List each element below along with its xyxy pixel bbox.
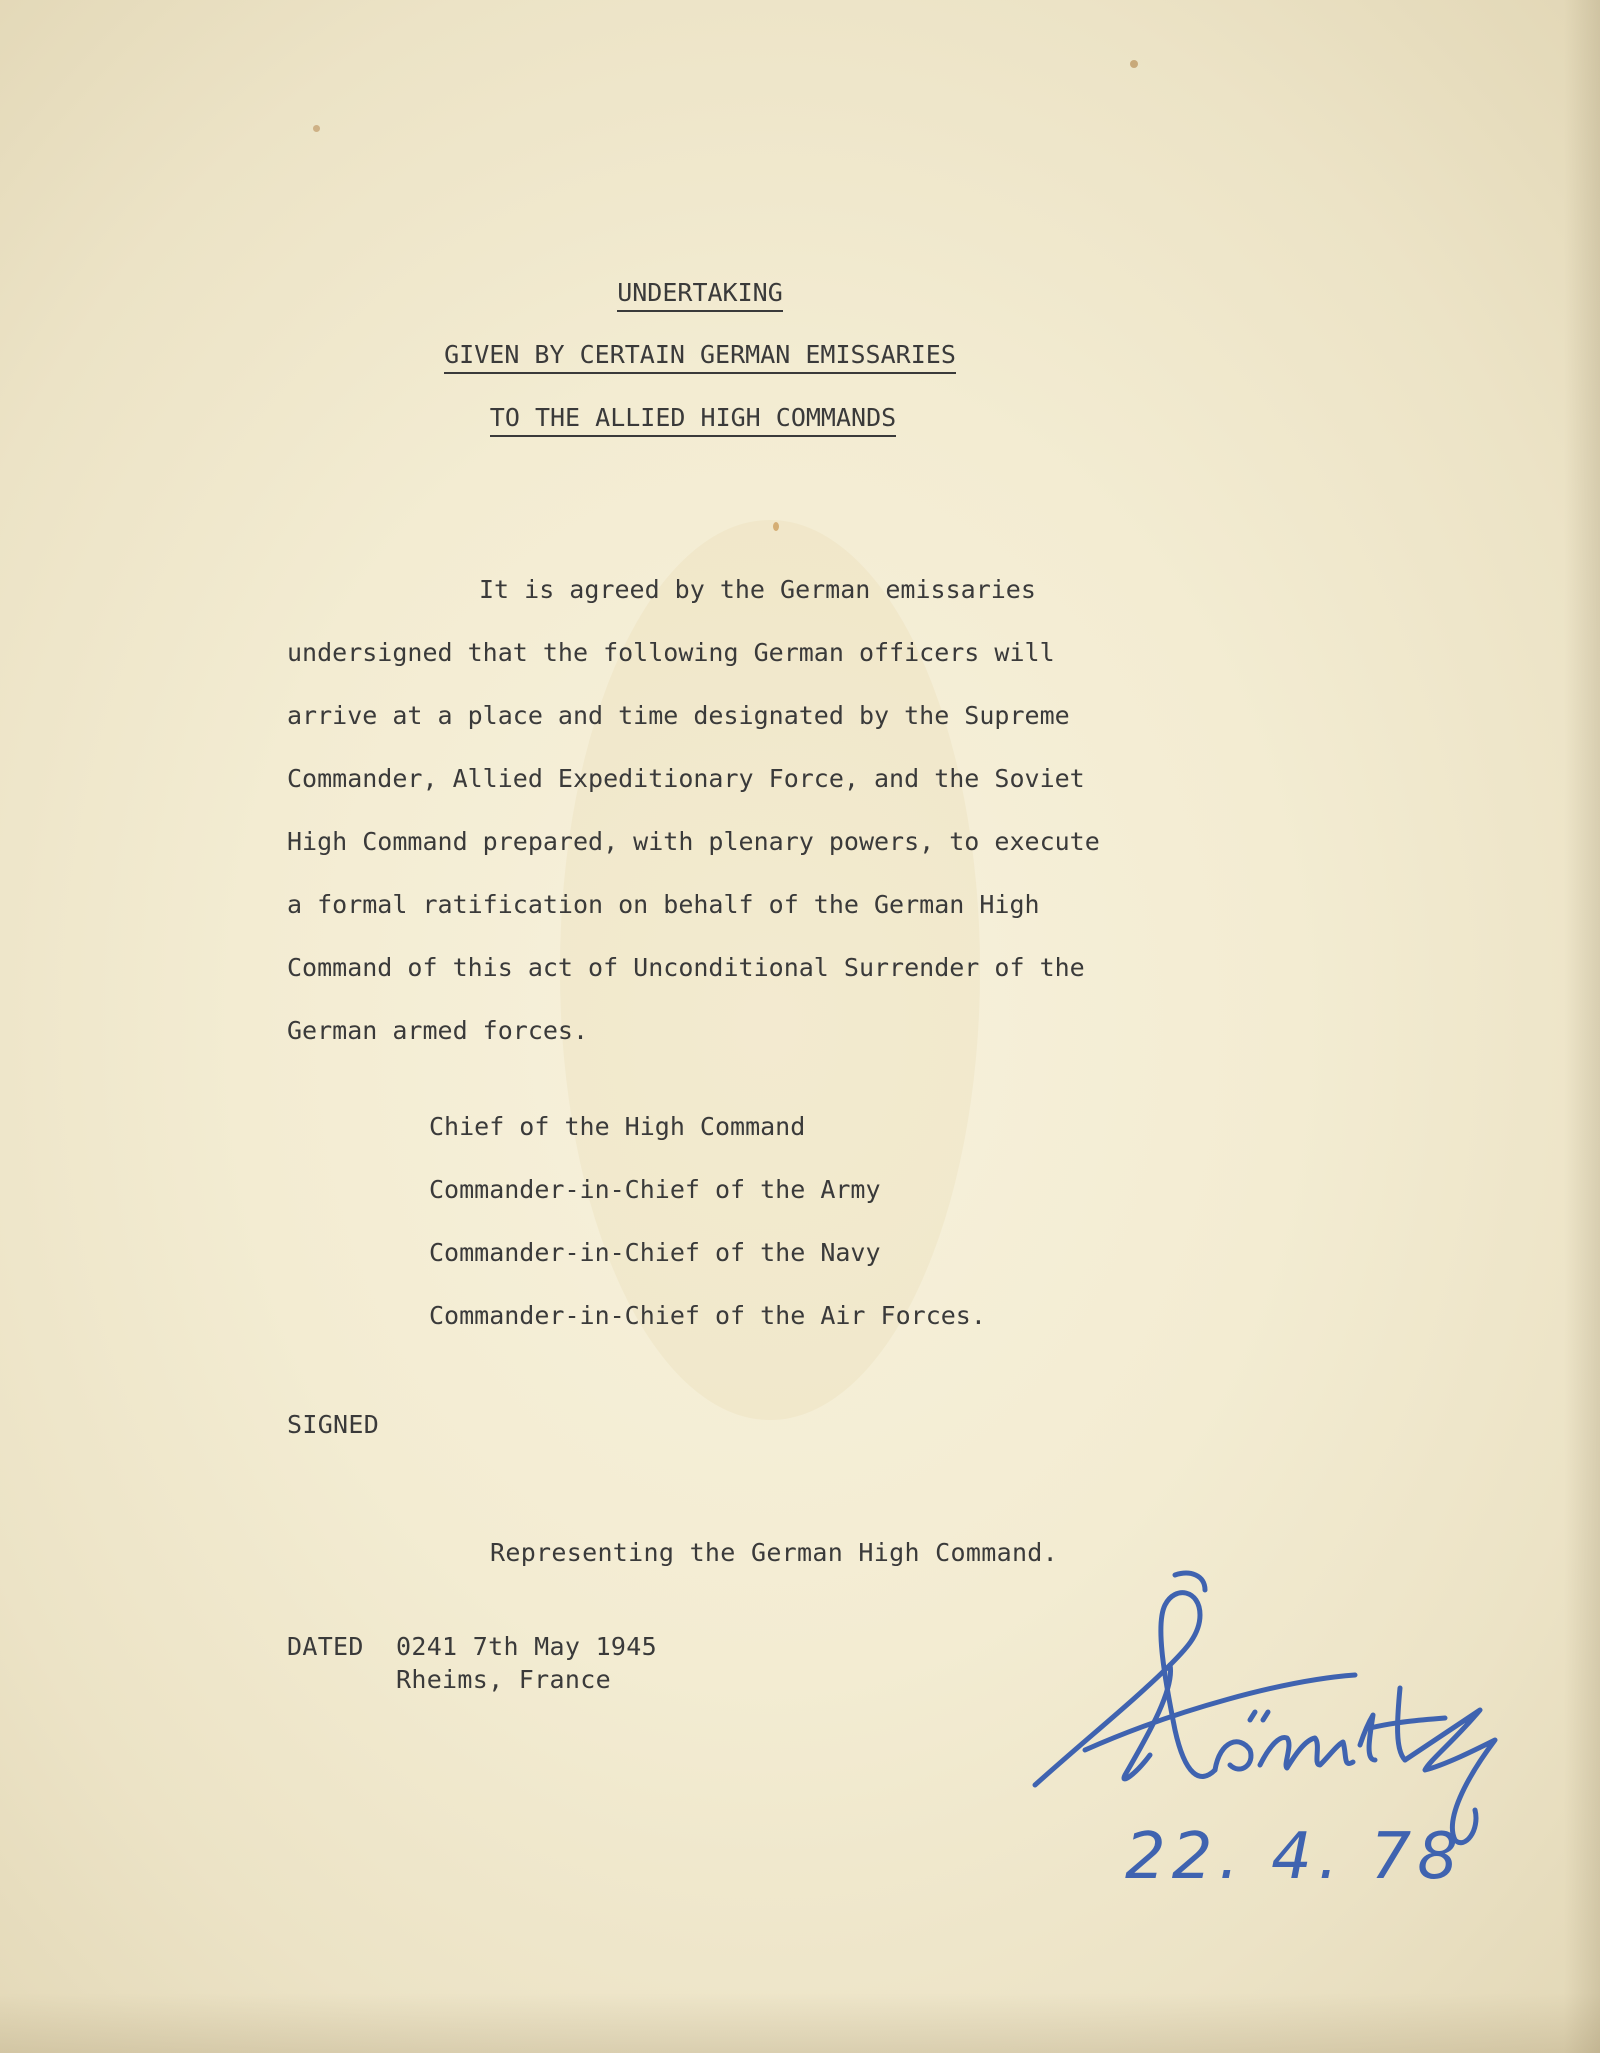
title-line-3: TO THE ALLIED HIGH COMMANDS <box>0 403 1386 437</box>
body-line: arrive at a place and time designated by the Supreme <box>287 701 1070 730</box>
title-line-2: GIVEN BY CERTAIN GERMAN EMISSARIES <box>0 340 1400 374</box>
body-line: undersigned that the following German officers will <box>287 638 1055 667</box>
officer-item: Commander-in-Chief of the Army <box>429 1175 881 1204</box>
body-line: Commander, Allied Expeditionary Force, and the Soviet <box>287 764 1085 793</box>
paper-spot <box>773 522 779 531</box>
handwritten-date: 22. 4. 78 <box>1125 1820 1464 1894</box>
paper-edge-shadow <box>1564 0 1600 2053</box>
officer-item: Commander-in-Chief of the Air Forces. <box>429 1301 986 1330</box>
officer-item: Commander-in-Chief of the Navy <box>429 1238 881 1267</box>
place: Rheims, France <box>396 1665 611 1694</box>
paper-spot <box>313 125 320 132</box>
paper-spot <box>1130 60 1138 68</box>
body-line: a formal ratification on behalf of the German High <box>287 890 1040 919</box>
body-line: High Command prepared, with plenary powers, to execute <box>287 827 1100 856</box>
title-line-1: UNDERTAKING <box>0 278 1400 312</box>
dated-value: 0241 7th May 1945 <box>396 1632 657 1661</box>
paper-bottom-wear <box>0 1993 1600 2053</box>
body-line: It is agreed by the German emissaries <box>479 575 1036 604</box>
dated-label: DATED <box>287 1632 364 1661</box>
officer-item: Chief of the High Command <box>429 1112 806 1141</box>
signed-label: SIGNED <box>287 1410 380 1439</box>
officer-list <box>429 1095 986 1347</box>
representing-line: Representing the German High Command. <box>490 1538 1058 1567</box>
body-paragraph <box>287 558 1187 1062</box>
body-line: Command of this act of Unconditional Surrender of the <box>287 953 1085 982</box>
body-line: German armed forces. <box>287 1016 589 1045</box>
